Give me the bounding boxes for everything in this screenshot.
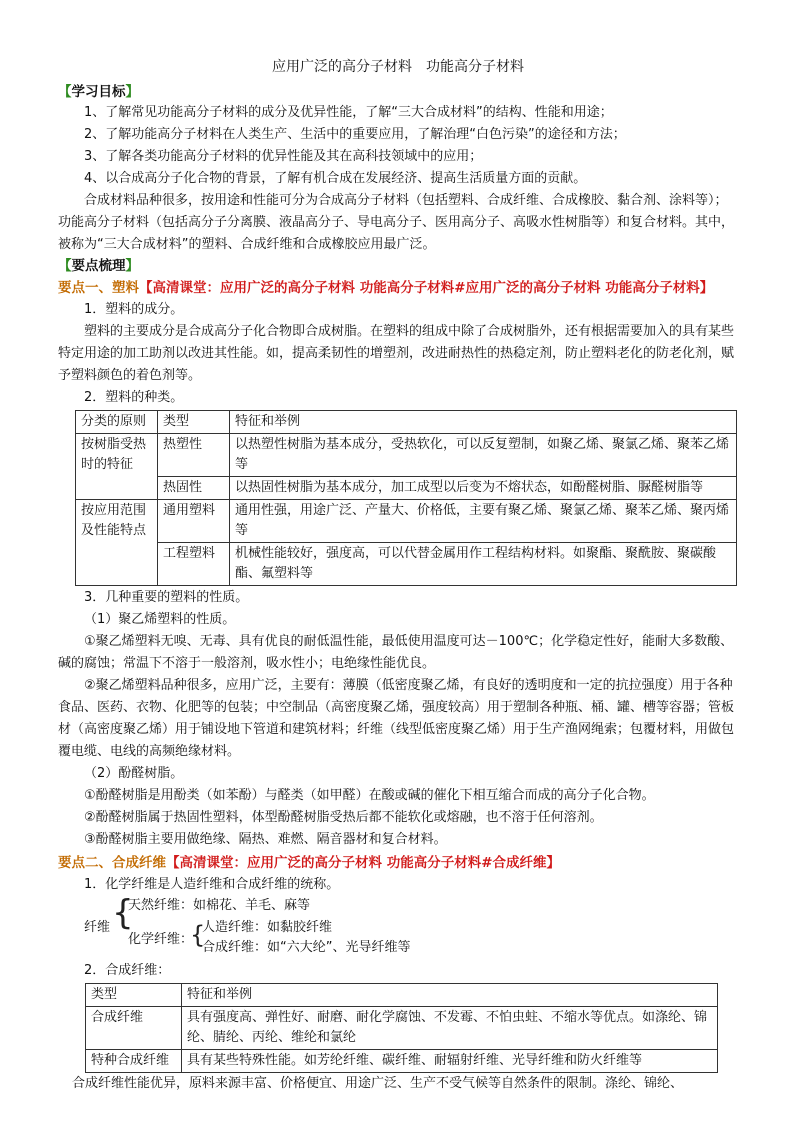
table-cell: 合成纤维 <box>86 1007 182 1050</box>
table-cell: 按树脂受热时的特征 <box>76 434 158 500</box>
table-row <box>76 434 737 477</box>
table-cell: 通用塑料 <box>158 500 230 543</box>
point1-s3: 3．几种重要的塑料的性质。 <box>84 590 249 605</box>
table-header-row <box>76 411 737 434</box>
goal-item-4: 4、以合成高分子化合物的背景，了解有机合成在发展经济、提高生活质量方面的贡献。 <box>84 171 587 186</box>
point1-s2: 2．塑料的种类。 <box>84 390 184 405</box>
tree-chemical: 化学纤维： <box>128 932 194 947</box>
tree-synthetic: 合成纤维：如“六大纶”、光导纤维等 <box>202 940 411 955</box>
pf-item-1: ①酚醛树脂是用酚类（如苯酚）与醛类（如甲醛）在酸或碱的催化下相互缩合而成的高分子化合物。 <box>84 788 655 803</box>
tree-natural: 天然纤维：如棉花、羊毛、麻等 <box>128 898 311 913</box>
section-header-goals: 【学习目标】 <box>58 84 139 100</box>
document-page <box>58 56 738 1095</box>
tree-root: 纤维 <box>84 920 111 935</box>
goal-item-1: 1、了解常见功能高分子材料的成分及优异性能，了解“三大合成材料”的结构、性能和用途； <box>84 105 613 120</box>
table-header: 特征和举例 <box>182 984 718 1007</box>
tree-artificial: 人造纤维：如黏胶纤维 <box>202 920 333 935</box>
table-row <box>76 543 737 586</box>
plastics-table <box>75 410 737 586</box>
section-header-review: 【要点梳理】 <box>58 258 139 274</box>
table-row <box>76 477 737 500</box>
goal-item-3: 3、了解各类功能高分子材料的优异性能及其在高科技领域中的应用； <box>84 149 483 164</box>
point2-s1: 1．化学纤维是人造纤维和合成纤维的统称。 <box>84 877 340 892</box>
table-cell: 工程塑料 <box>158 543 230 586</box>
table-cell: 按应用范围及性能特点 <box>76 500 158 586</box>
pf-title: （2）酚醛树脂。 <box>84 766 184 781</box>
point2-tail: 合成纤维性能优异，原料来源丰富、价格便宜、用途广泛、生产不受气候等自然条件的限制。涤纶、锦纶、 <box>72 1076 684 1091</box>
table-header: 类型 <box>86 984 182 1007</box>
table-cell: 具有强度高、弹性好、耐磨、耐化学腐蚀、不发霉、不怕虫蛀、不缩水等优点。如涤纶、锦纶、腈纶、丙纶、维纶和氯纶 <box>182 1007 718 1050</box>
point1-heading: 要点一、塑料【高清课堂：应用广泛的高分子材料 功能高分子材料#应用广泛的高分子材料 功能高分子材料】 <box>58 280 714 296</box>
table-cell: 特种合成纤维 <box>86 1050 182 1073</box>
page-title: 应用广泛的高分子材料 功能高分子材料 <box>272 59 524 75</box>
table-header: 类型 <box>158 411 230 434</box>
intro-paragraph: 合成材料品种很多，按用途和性能可分为合成高分子材料（包括塑料、合成纤维、合成橡胶、黏合剂、涂料等）；功能高分子材料（包括高分子分离膜、液晶高分子、导电高分子、医用高分子、高吸水性树脂等）和复合材料。其中，被称为“三大合成材料”的塑料、合成纤维和合成橡胶应用最广泛。 <box>58 193 735 252</box>
table-header-row <box>86 984 718 1007</box>
fiber-classification-tree <box>84 893 738 960</box>
table-cell: 热塑性 <box>158 434 230 477</box>
pf-item-3: ③酚醛树脂主要用做绝缘、隔热、难燃、隔音器材和复合材料。 <box>84 832 447 847</box>
table-cell: 以热塑性树脂为基本成分，受热软化，可以反复塑制，如聚乙烯、聚氯乙烯、聚苯乙烯等 <box>230 434 737 477</box>
pe-title: （1）聚乙烯塑料的性质。 <box>84 612 236 627</box>
point2-s2: 2．合成纤维： <box>84 963 171 978</box>
table-cell: 热固性 <box>158 477 230 500</box>
table-cell: 以热固性树脂为基本成分，加工成型以后变为不熔状态，如酚醛树脂、脲醛树脂等 <box>230 477 737 500</box>
point2-heading: 要点二、合成纤维【高清课堂：应用广泛的高分子材料 功能高分子材料#合成纤维】 <box>58 855 561 871</box>
table-header: 分类的原则 <box>76 411 158 434</box>
pf-item-2: ②酚醛树脂属于热固性塑料，体型酚醛树脂受热后都不能软化或熔融，也不溶于任何溶剂。 <box>84 810 603 825</box>
point2-course-link[interactable]: 【高清课堂：应用广泛的高分子材料 功能高分子材料#合成纤维】 <box>166 855 561 871</box>
table-cell: 机械性能较好，强度高，可以代替金属用作工程结构材料。如聚酯、聚酰胺、聚碳酸酯、氟塑料等 <box>230 543 737 586</box>
table-header: 特征和举例 <box>230 411 737 434</box>
brace-icon: { <box>112 893 134 933</box>
brace-icon: { <box>190 921 206 949</box>
pe-item-2: ②聚乙烯塑料品种很多，应用广泛，主要有：薄膜（低密度聚乙烯，有良好的透明度和一定的抗拉强度）用于各种食品、医药、衣物、化肥等的包装；中空制品（高密度聚乙烯，强度较高）用于塑制各种瓶、桶、罐、槽等容器；管板材（高密度聚乙烯）用于铺设地下管道和建筑材料；纤维（线型低密度聚乙烯）用于生产渔网绳索；包覆材料，用做包覆电缆、电线的高频绝缘材料。 <box>58 678 735 759</box>
table-cell: 具有某些特殊性能。如芳纶纤维、碳纤维、耐辐射纤维、光导纤维和防火纤维等 <box>182 1050 718 1073</box>
table-row <box>76 500 737 543</box>
pe-item-1: ①聚乙烯塑料无嗅、无毒、具有优良的耐低温性能，最低使用温度可达－100℃；化学稳定性好，能耐大多数酸、碱的腐蚀；常温下不溶于一般溶剂，吸水性小；电绝缘性能优良。 <box>58 634 734 671</box>
point1-s1: 1．塑料的成分。 <box>84 302 184 317</box>
table-row <box>86 1050 718 1073</box>
table-row <box>86 1007 718 1050</box>
table-cell: 通用性强，用途广泛、产量大、价格低，主要有聚乙烯、聚氯乙烯、聚苯乙烯、聚丙烯等 <box>230 500 737 543</box>
point1-s1-text: 塑料的主要成分是合成高分子化合物即合成树脂。在塑料的组成中除了合成树脂外，还有根据需要加入的具有某些特定用途的加工助剂以改进其性能。如，提高柔韧性的增塑剂，改进耐热性的热稳定剂，防止塑料老化的防老化剂，赋予塑料颜色的着色剂等。 <box>58 324 735 383</box>
fiber-table <box>85 983 718 1073</box>
goal-item-2: 2、了解功能高分子材料在人类生产、生活中的重要应用，了解治理“白色污染”的途径和方法； <box>84 127 626 142</box>
point1-course-link[interactable]: 【高清课堂：应用广泛的高分子材料 功能高分子材料#应用广泛的高分子材料 功能高分子材料】 <box>139 280 714 296</box>
